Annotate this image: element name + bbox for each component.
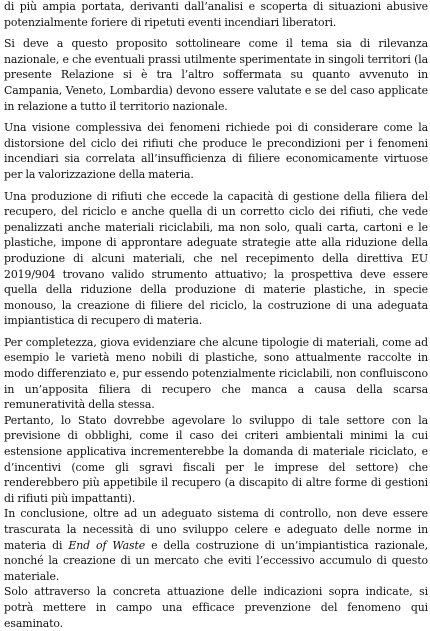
paragraph-3: Una visione complessiva dei fenomeni richiede poi di considerare come la distorsione del ciclo dei rifiuti che produce le precondizioni per i fenomeni incendiari sia correlata all’insufficienza di filiere economicamente virtuose per la valorizzazione della materia. (4, 121, 428, 181)
paragraph-5: Per completezza, giova evidenziare che alcune tipologie di materiali, come ad esempio le varietà meno nobili di plastiche, sono attualmente raccolte in modo differenziato e, pur essendo potenzialmente riciclabili, non confluiscono in un’apposita filiera di recupero che manca a causa della scarsa remuneratività della stessa. (4, 335, 428, 412)
paragraph-7 (4, 506, 428, 584)
paragraph-8: Solo attraverso la concreta attuazione delle indicazioni sopra indicate, si potrà mettere in campo una efficace prevenzione del fenomeno qui esaminato. (4, 585, 428, 630)
paragraph-2: Si deve a questo proposito sottolineare come il tema sia di rilevanza nazionale, e che eventuali prassi utilmente sperimentate in singoli territori (la presente Relazione si è tra l’altro soffermata su quanto avvenuto in Campania, Veneto, Lombardia) devono essere valutate e se del caso applicate in relazione a tutto il territorio nazionale. (4, 37, 428, 113)
paragraph-7-italic-term: End of Waste (68, 538, 146, 552)
paragraph-1: di più ampia portata, derivanti dall’analisi e scoperta di situazioni abusive potenzialmente foriere di ripetuti eventi incendiari liberatori. (4, 0, 428, 29)
paragraph-7-text-before: In conclusione, oltre ad un adeguato sistema di controllo, non deve essere trascurata la necessità di uno sviluppo celere e adeguato delle norme in materia di (4, 507, 428, 552)
paragraph-6: Pertanto, lo Stato dovrebbe agevolare lo sviluppo di tale settore con la previsione di obblighi, come il caso dei criteri ambientali minimi la cui estensione applicativa incrementerebbe la domanda di materiale riciclato, e d’incentivi (come gli sgravi fiscali per le imprese del settore) che renderebbero più appetibile il recupero (a discapito di altre forme di gestioni di rifiuti più impattanti). (4, 413, 428, 505)
document-page (4, 0, 428, 631)
paragraph-7-text-after: e della costruzione di un’impiantistica razionale, nonché la creazione di un mercato che eviti l’eccessivo accumulo di questo materiale. (4, 538, 428, 583)
paragraph-4: Una produzione di rifiuti che eccede la capacità di gestione della filiera del recupero, del riciclo e anche quella di un corretto ciclo dei rifiuti, che vede penalizzati anche materiali riciclabili, ma non solo, quali carta, cartoni e le plastiche, impone di approntare adeguate strategie atte alla riduzione della produzione di alcuni materiali, che nel recepimento della direttiva EU 2019/904 trovano valido strumento attuativo; la prospettiva deve essere quella della riduzione della produzione di materie plastiche, in specie monouso, la creazione di filiere del riciclo, la costruzione di una adeguata impiantistica di recupero di materia. (4, 189, 428, 328)
